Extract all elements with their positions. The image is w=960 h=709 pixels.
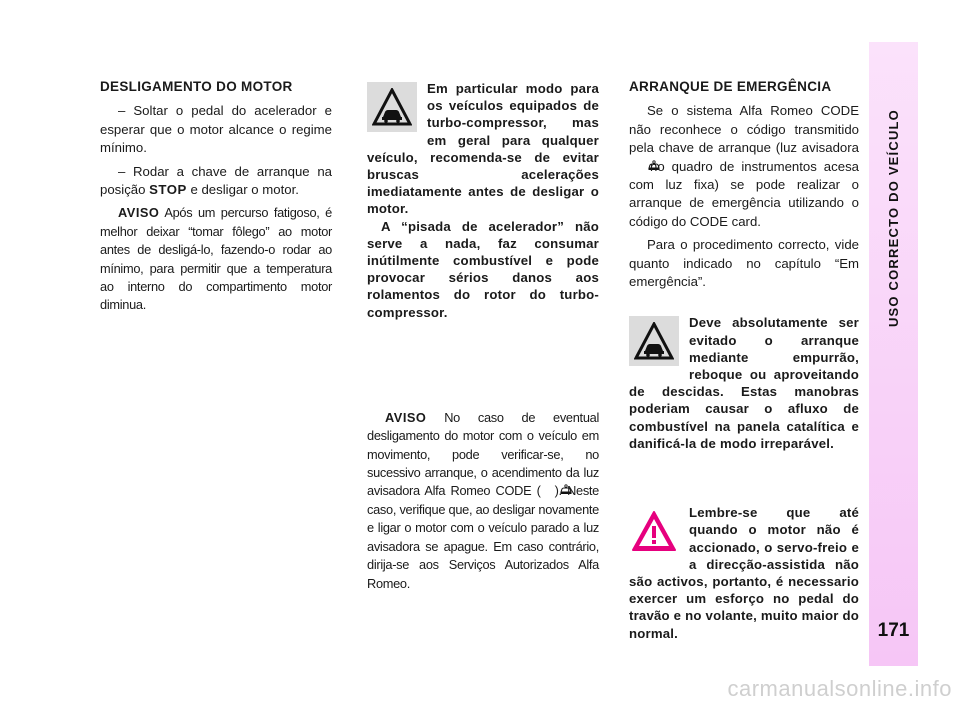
warning-servo-brake: Lembre-se que até quando o motor não é accionado, o servo-freio e a direcção-assistida não são activos, portanto, é necessario exercer um esforço no pedal do travão e no volante, muito maior do normal. (629, 505, 859, 641)
column-turbo-warning (367, 80, 599, 598)
car-warning-icon (367, 82, 417, 132)
warning-turbo-pedal: A “pisada de acelerador” não serve a nada, faz consumar inútilmente combustível e pode provocar sérios danos aos rolamentos do rotor do turbo-compressor. (367, 218, 599, 320)
warning-turbo: Em particular modo para os veículos equipados de turbo-compressor, mas em geral para qualquer veículo, recomenda-se de evitar bruscas acelerações imediatamente antes de desligar o motor. A “pisada de acelerador” não serve a nada, faz consumar inútilmente combustível e pode provocar sérios danos aos rolamentos do rotor do turbo-compressor. (367, 81, 599, 320)
paragraph-code-not-recognized: Se o sistema Alfa Romeo CODE não reconhece o código transmitido pela chave de arranque (luz avisadora no quadro de instrumentos acesa com luz fixa) se pode realizar o arranque de emergência utilizando o código do CODE card. (629, 103, 859, 229)
column-engine-shutdown (100, 78, 332, 320)
paragraph-release-pedal: – Soltar o pedal do acelerador e esperar que o motor alcance o regime mínimo. (100, 103, 332, 156)
car-key-lamp-icon (629, 159, 643, 171)
keyword-aviso: AVISO (118, 205, 160, 221)
car-key-lamp-icon (541, 483, 555, 495)
paragraph-aviso-shutdown: AVISO Após um percurso fatigoso, é melhor deixar “tomar fôlego” ao motor antes de desligá-lo, fazendo-o rodar ao mínimo, para permitir que a temperatura ao interno do compartimento motor diminua. (100, 205, 332, 313)
page-number: 171 (877, 620, 910, 641)
exclamation-warning-icon (629, 506, 679, 556)
car-warning-icon (629, 316, 679, 366)
keyword-stop: STOP (149, 182, 187, 198)
keyword-aviso: AVISO (385, 409, 427, 425)
paragraph-procedure: Para o procedimento correcto, vide quanto indicado no capítulo “Em emergência”. (629, 237, 859, 290)
paragraph-aviso-code: AVISO No caso de eventual desligamento do motor com o veículo em movimento, pode verificar-se, no sucessivo arranque, o acendimento da luz avisadora Alfa Romeo CODE ( ). Neste caso, verifique que, ao desligar novamente e ligar o motor com o veículo parado a luz avisadora se apague. Em caso contrário, dirija-se aos Serviços Autorizados Alfa Romeo. (367, 409, 599, 591)
section-heading-shutdown: DESLIGAMENTO DO MOTOR (100, 79, 293, 94)
column-emergency-start (629, 78, 859, 642)
watermark: carmanualsonline.info (727, 676, 952, 701)
section-heading-emergency: ARRANQUE DE EMERGÊNCIA (629, 79, 832, 94)
chapter-sidebar (869, 42, 918, 666)
chapter-title: USO CORRECTO DO VEÍCULO (886, 108, 901, 328)
paragraph-turn-key: – Rodar a chave de arranque na posição STOP e desligar o motor. (100, 163, 332, 198)
warning-push-start: Deve absolutamente ser evitado o arranque mediante empurrão, reboque ou aproveitando de descidas. Estas manobras poderiam causar o afluxo de combustível na panela catalítica e danificá-la de modo irreparável. (629, 315, 859, 451)
